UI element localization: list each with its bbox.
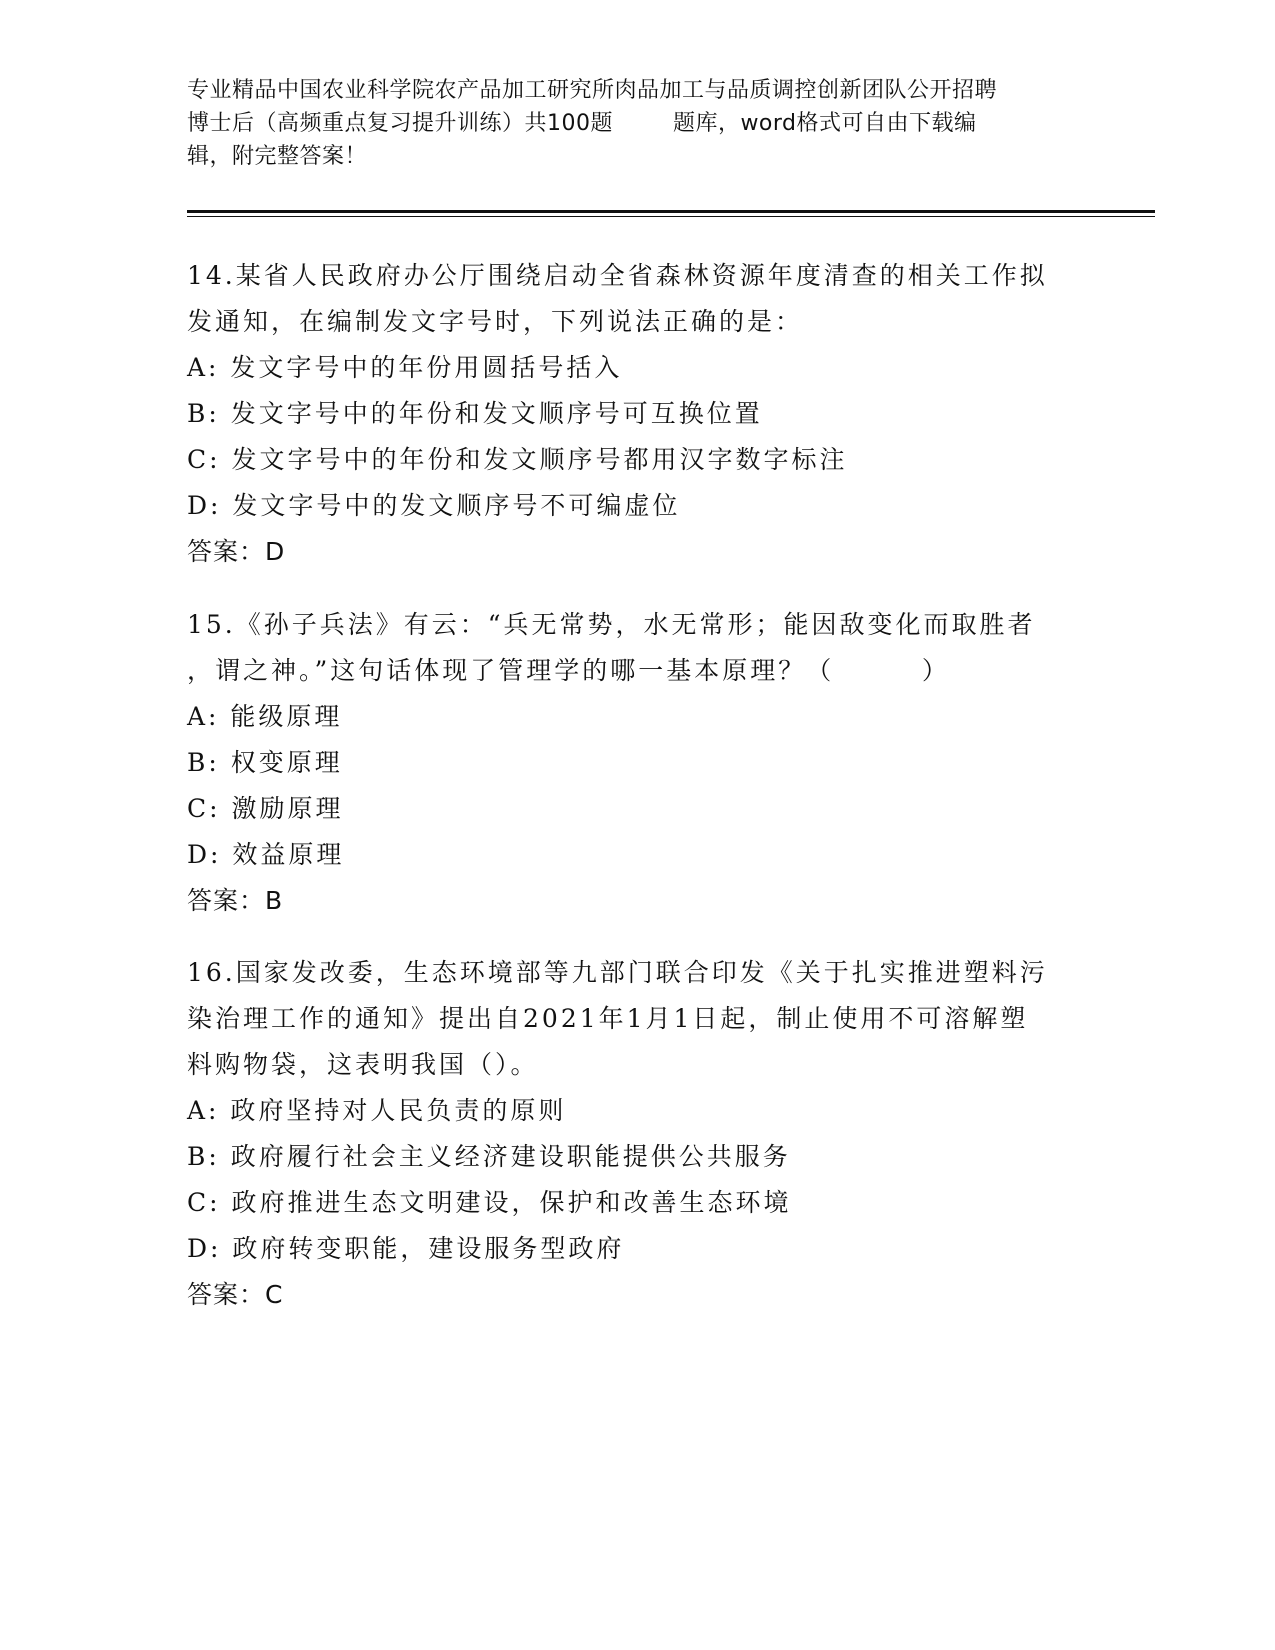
question-stem: 16.国家发改委，生态环境部等九部门联合印发《关于扎实推进塑料污 — [187, 958, 1048, 987]
option-c: C: 政府推进生态文明建设，保护和改善生态环境 — [187, 1188, 792, 1217]
option-d: D: 效益原理 — [187, 840, 345, 869]
header-divider-thick — [187, 210, 1155, 213]
header-line: 辑，附完整答案！ — [187, 144, 368, 169]
option-c: C: 激励原理 — [187, 794, 344, 823]
header-line: 博士后（高频重点复习提升训练）共100题 题库，word格式可自由下载编 — [187, 111, 977, 136]
option-d: D: 发文字号中的发文顺序号不可编虚位 — [187, 491, 681, 520]
question-stem: 发通知，在编制发文字号时，下列说法正确的是： — [187, 307, 804, 336]
option-c: C: 发文字号中的年份和发文顺序号都用汉字数字标注 — [187, 445, 848, 474]
question-stem: ，谓之神。”这句话体现了管理学的哪一基本原理？（ ） — [187, 656, 950, 685]
option-a: A: 政府坚持对人民负责的原则 — [187, 1096, 567, 1125]
header-line: 专业精品中国农业科学院农产品加工研究所肉品加工与品质调控创新团队公开招聘 — [187, 78, 998, 103]
question-stem: 料购物袋，这表明我国（）。 — [187, 1050, 539, 1079]
question-16 — [187, 950, 1107, 1318]
question-stem: 染治理工作的通知》提出自2021年1月1日起，制止使用不可溶解塑 — [187, 1004, 1029, 1033]
document-header — [187, 74, 1087, 173]
option-b: B: 权变原理 — [187, 748, 343, 777]
option-a: A: 发文字号中的年份用圆括号括入 — [187, 353, 623, 382]
question-15 — [187, 602, 1107, 924]
answer: 答案：D — [187, 537, 286, 566]
header-divider-thin — [187, 216, 1155, 217]
option-b: B: 发文字号中的年份和发文顺序号可互换位置 — [187, 399, 763, 428]
question-14 — [187, 253, 1107, 575]
question-stem: 14.某省人民政府办公厅围绕启动全省森林资源年度清查的相关工作拟 — [187, 261, 1048, 290]
option-d: D: 政府转变职能，建设服务型政府 — [187, 1234, 625, 1263]
option-b: B: 政府履行社会主义经济建设职能提供公共服务 — [187, 1142, 791, 1171]
answer: 答案：B — [187, 886, 284, 915]
question-stem: 15.《孙子兵法》有云：“兵无常势，水无常形；能因敌变化而取胜者 — [187, 610, 1036, 639]
answer: 答案：C — [187, 1280, 284, 1309]
option-a: A: 能级原理 — [187, 702, 343, 731]
